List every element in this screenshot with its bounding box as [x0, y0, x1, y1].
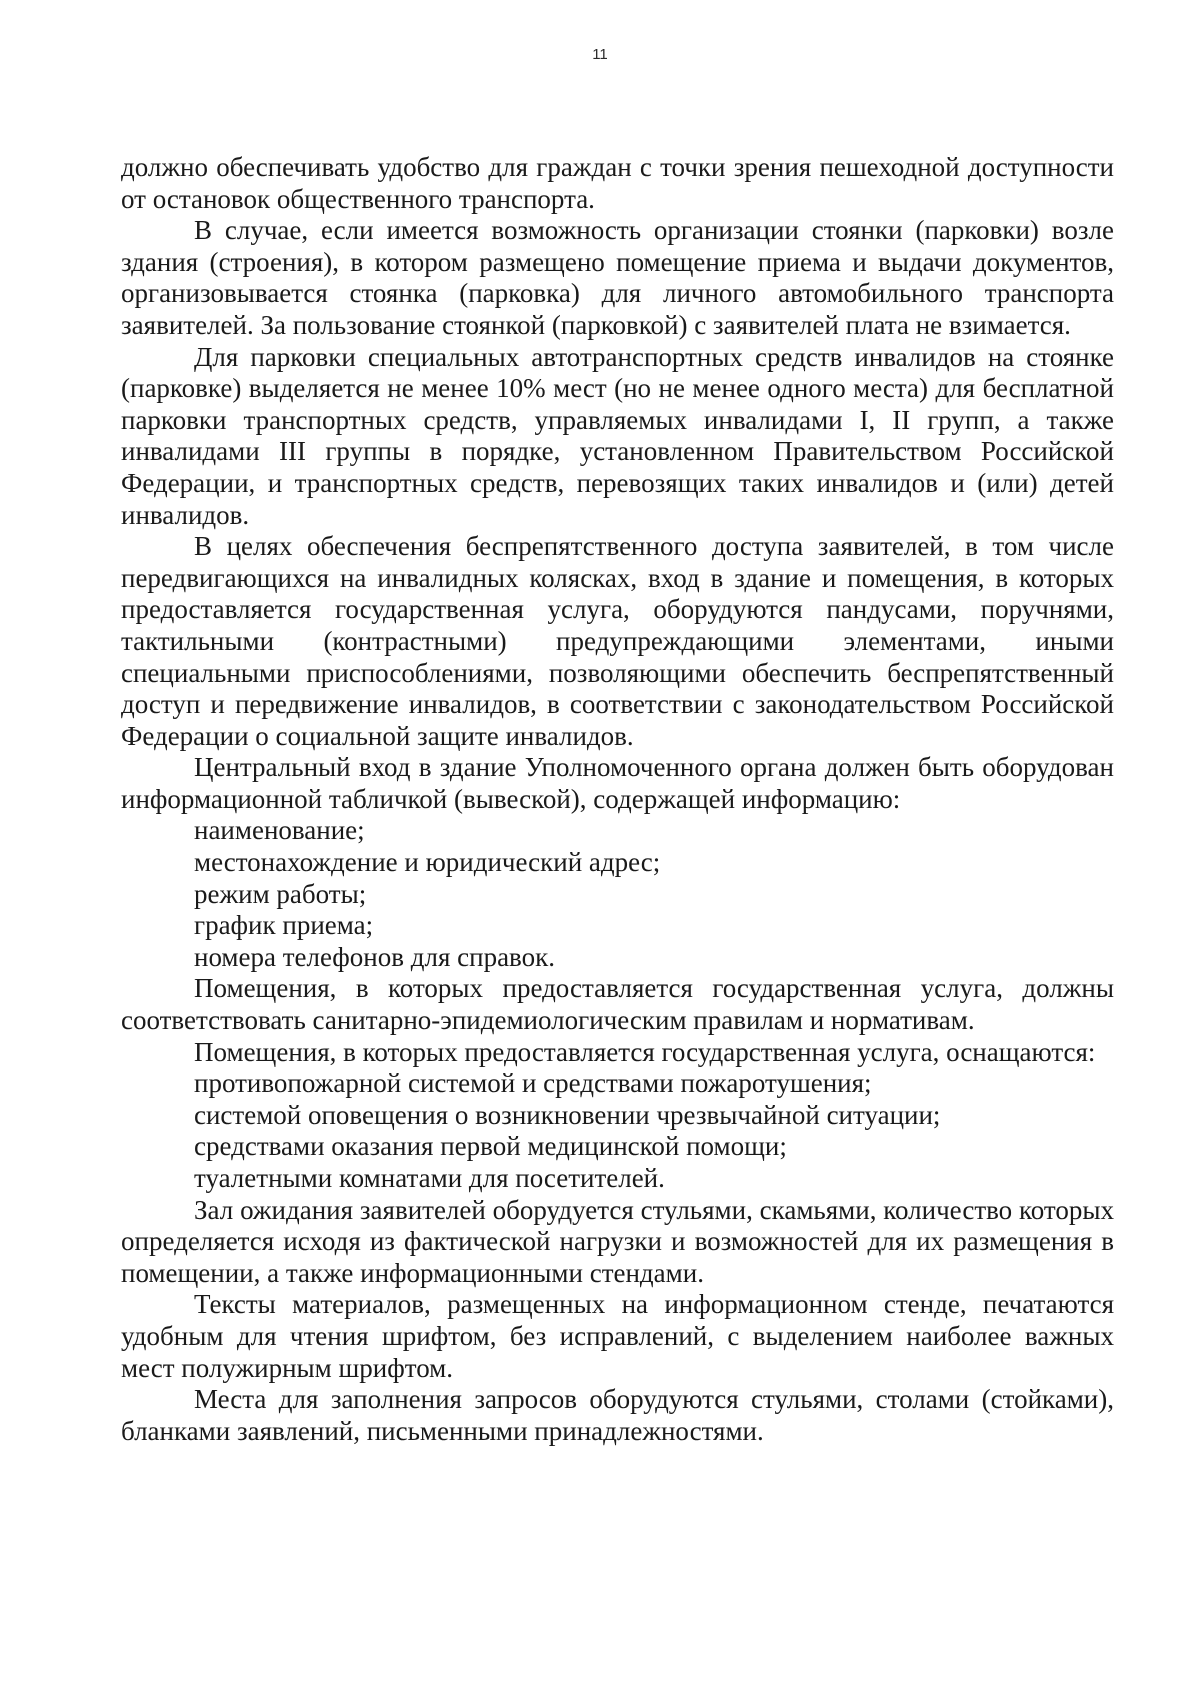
list-item-work-hours: режим работы; — [194, 878, 367, 909]
list-item-alert-system: системой оповещения о возникновении чрезвычайной ситуации; — [194, 1099, 941, 1130]
paragraph-request-places: Места для заполнения запросов оборудуются стульями, столами (стойками), бланками заявлений, письменными принадлежностями. — [121, 1384, 1114, 1446]
page-number: 11 — [592, 46, 608, 63]
paragraph-stand-texts: Тексты материалов, размещенных на информационном стенде, печатаются удобным для чтения шрифтом, без исправлений, с выделением наиболее важных мест полужирным шрифтом. — [121, 1289, 1114, 1383]
list-item-first-aid: средствами оказания первой медицинской помощи; — [194, 1131, 787, 1162]
paragraph-accessibility: В целях обеспечения беспрепятственного доступа заявителей, в том числе передвигающихся на инвалидных колясках, вход в здание и помещения, в которых предоставляется государственная услуга, оборудуются пандусами, поручнями, тактильными (контрастными) предупреждающими элементами, иными специальными приспособлениями, позволяющими обеспечить беспрепятственный доступ и передвижение инвалидов, в соответствии с законодательством Российской Федерации о социальной защите инвалидов. — [121, 531, 1114, 751]
paragraph-waiting-hall: Зал ожидания заявителей оборудуется стульями, скамьями, количество которых определяется исходя из фактической нагрузки и возможностей для их размещения в помещении, а также информационными стендами. — [121, 1194, 1114, 1288]
document-body — [121, 152, 1114, 1447]
paragraph-sanitary-rules: Помещения, в которых предоставляется государственная услуга, должны соответствовать санитарно-эпидемиологическим правилам и нормативам. — [121, 973, 1114, 1036]
list-item-reception-schedule: график приема; — [194, 910, 374, 941]
paragraph-parking: В случае, если имеется возможность организации стоянки (парковки) возле здания (строения), в котором размещено помещение приема и выдачи документов, организовывается стоянка (парковка) для личного автомобильного транспорта заявителей. За пользование стоянкой (парковкой) с заявителей плата не взимается. — [121, 215, 1114, 340]
list-item-address: местонахождение и юридический адрес; — [194, 847, 661, 878]
list-item-toilets: туалетными комнатами для посетителей. — [194, 1163, 665, 1193]
paragraph-disabled-parking: Для парковки специальных автотранспортных средств инвалидов на стоянке (парковке) выделяется не менее 10% мест (но не менее одного места) для бесплатной парковки транспортных средств, управляемых инвалидами I, II групп, а также инвалидами III группы в порядке, установленном Правительством Российской Федерации, и транспортных средств, перевозящих таких инвалидов и (или) детей инвалидов. — [121, 341, 1114, 530]
paragraph-pedestrian-access: должно обеспечивать удобство для граждан с точки зрения пешеходной доступности от остановок общественного транспорта. — [121, 152, 1114, 214]
list-item-fire-system: противопожарной системой и средствами пожаротушения; — [194, 1068, 872, 1099]
paragraph-central-entrance: Центральный вход в здание Уполномоченного органа должен быть оборудован информационной табличкой (вывеской), содержащей информацию: — [121, 752, 1114, 814]
list-item-name: наименование; — [194, 815, 365, 846]
paragraph-equipment: Помещения, в которых предоставляется государственная услуга, оснащаются: — [194, 1036, 1096, 1067]
list-item-phone-numbers: номера телефонов для справок. — [194, 941, 555, 972]
